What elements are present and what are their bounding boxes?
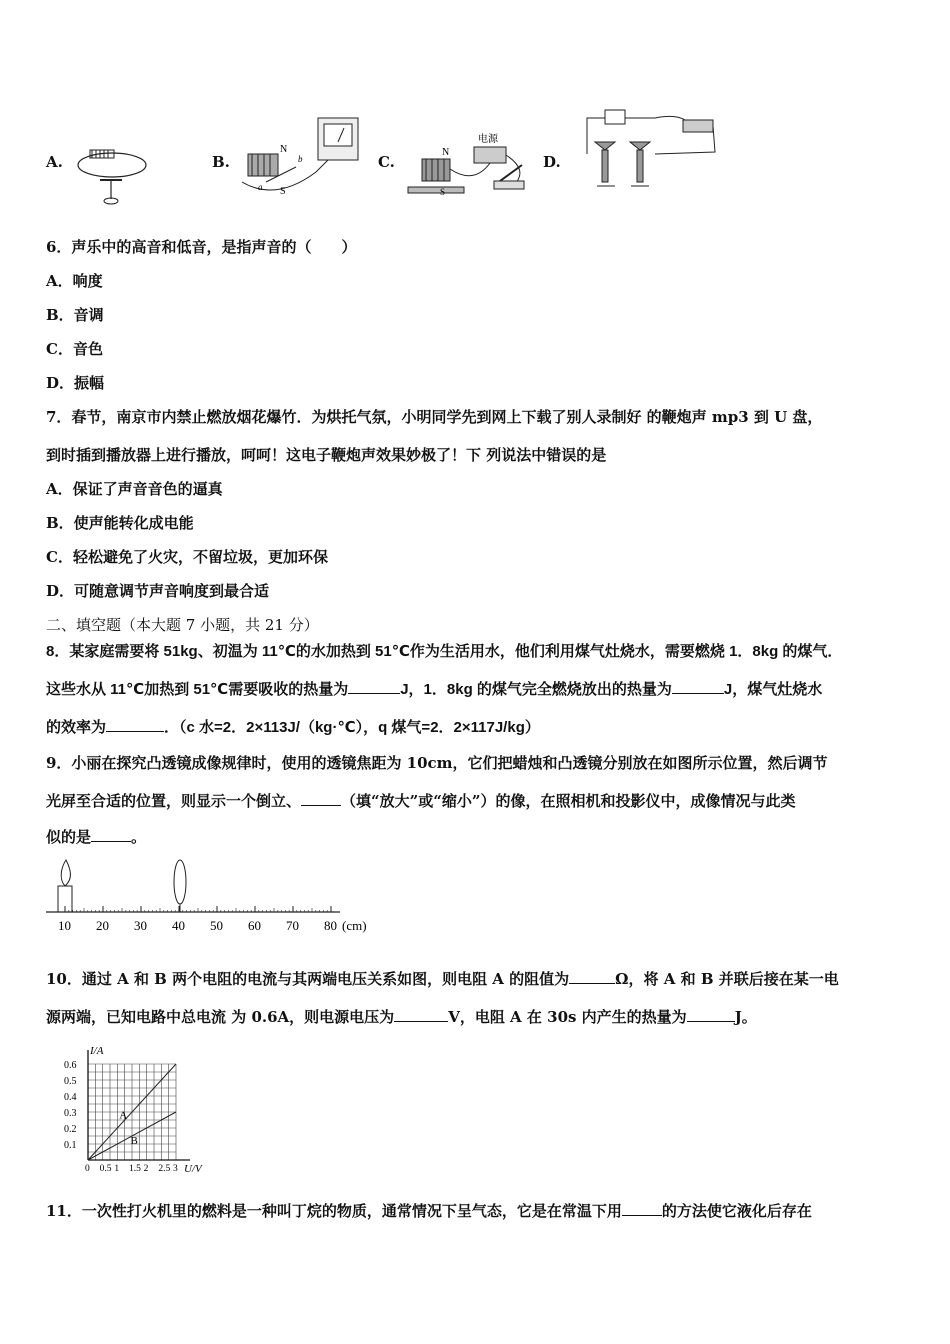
line-a-label: A <box>119 1109 128 1122</box>
fig-b-label-a: a <box>258 182 263 192</box>
ruler-tick-label: 10 <box>58 918 71 933</box>
q8-line3-part1: 的效率为 <box>46 719 107 736</box>
q10-line1-part1: 10．通过 A 和 B 两个电阻的电流与其两端电压关系如图，则电阻 A 的阻值为 <box>46 970 570 988</box>
y-tick-label: 0.4 <box>64 1092 77 1103</box>
x-tick-label: 0.5 <box>99 1164 112 1174</box>
q9-line2-part1: 光屏至合适的位置，则显示一个倒立、 <box>46 792 302 810</box>
q11-blank-method[interactable] <box>622 1201 662 1216</box>
x-tick-label: 2.5 <box>158 1164 171 1174</box>
q5-option-b-label: B. <box>212 153 230 171</box>
q6-option-c: C．音色 <box>46 340 103 358</box>
ruler-tick-label: 70 <box>286 918 299 933</box>
q9-line2-part2: （填“放大”或“缩小”）的像，在照相机和投影仪中，成像情况与此类 <box>341 792 796 810</box>
q6-option-a: A．响度 <box>46 272 103 290</box>
x-tick-label: 2 <box>143 1164 149 1174</box>
q10-blank-voltage[interactable] <box>394 1007 448 1022</box>
q8-blank-heat-absorbed[interactable] <box>348 679 400 694</box>
q8-line3 <box>46 716 540 737</box>
q9-line1: 9．小丽在探究凸透镜成像规律时，使用的透镜焦距为 10cm，它们把蜡烛和凸透镜分别放在如图所示位置，然后调节 <box>46 754 828 772</box>
ruler-tick-label: 40 <box>172 918 185 933</box>
y-axis-label: I/A <box>90 1045 104 1057</box>
fig-c-label-s: S <box>440 187 446 197</box>
y-tick-label: 0.1 <box>64 1140 77 1151</box>
ruler-unit: (cm) <box>342 918 367 933</box>
x-tick-label: 1.5 <box>129 1164 141 1174</box>
q8-line2-part2: J，1．8kg 的煤气完全燃烧放出的热量为 <box>400 681 672 698</box>
q8-line1: 8．某家庭需要将 51kg、初温为 11℃的水加热到 51℃作为生活用水，他们利用煤气灶烧水，需要燃烧 1．8kg 的煤气． <box>46 643 843 660</box>
fig-b-label-b: b <box>298 154 303 164</box>
q8-line2 <box>46 678 822 699</box>
q6-option-b: B．音调 <box>46 306 104 324</box>
fig-c-label-n: N <box>442 147 450 158</box>
q9-blank-device[interactable] <box>91 827 131 842</box>
q5-figure-c <box>404 125 539 200</box>
ruler-tick-label: 80 <box>324 918 337 933</box>
q11-line1-part2: 的方法使它液化后存在 <box>661 1202 812 1220</box>
y-tick-label: 0.5 <box>64 1076 77 1087</box>
q5-option-d-label: D. <box>543 153 561 171</box>
q8-line2-part1: 这些水从 11℃加热到 51℃需要吸收的热量为 <box>46 681 349 698</box>
q9-optical-bench-figure <box>40 856 400 936</box>
fig-b-label-n: N <box>280 144 288 155</box>
q8-blank-heat-released[interactable] <box>672 679 724 694</box>
q10-line2 <box>46 1006 757 1027</box>
q5-option-a-label: A. <box>46 153 63 171</box>
q9-line3-part1: 似的是 <box>46 828 92 846</box>
q9-line3-part2: 。 <box>131 828 147 846</box>
q7-option-b: B．使声能转化成电能 <box>46 514 194 532</box>
x-tick-label: 3 <box>173 1164 178 1174</box>
ruler-tick-label: 50 <box>210 918 223 933</box>
q8-blank-efficiency[interactable] <box>106 717 164 732</box>
convex-lens <box>174 860 186 904</box>
q7-option-c: C．轻松避免了火灾，不留垃圾，更加环保 <box>46 548 328 566</box>
line-b-label: B <box>130 1135 138 1147</box>
candle-flame <box>61 860 70 886</box>
ruler-tick-label: 20 <box>96 918 109 933</box>
q7-stem-line1: 7．春节，南京市内禁止燃放烟花爆竹．为烘托气氛，小明同学先到网上下载了别人录制好 的鞭炮声 mp3 到 U 盘， <box>46 408 823 426</box>
q11-line1-part1: 11．一次性打火机里的燃料是一种叫丁烷的物质，通常情况下呈气态，它是在常温下用 <box>46 1202 622 1220</box>
fig-c-label-source: 电源 <box>478 134 498 145</box>
q10-line1 <box>46 968 839 989</box>
section-2-heading: 二、填空题（本大题 7 小题，共 21 分） <box>46 616 319 634</box>
y-tick-label: 0.6 <box>64 1060 77 1071</box>
q8-line3-part2: ．（c 水=2．2×113J/（kg·℃），q 煤气=2．2×117J/kg） <box>164 719 540 736</box>
y-tick-label: 0.2 <box>64 1124 77 1135</box>
q7-option-a: A．保证了声音音色的逼真 <box>46 480 223 498</box>
q10-blank-resistance[interactable] <box>569 969 615 984</box>
q10-blank-heat[interactable] <box>687 1007 735 1022</box>
q5-figure-d <box>575 104 725 196</box>
ruler-tick-label: 60 <box>248 918 261 933</box>
q9-line2 <box>46 790 796 811</box>
q9-blank-image-size[interactable] <box>301 791 341 806</box>
q10-line1-part2: Ω，将 A 和 B 并联后接在某一电 <box>615 970 839 988</box>
x-axis-label: U/V <box>184 1163 202 1175</box>
q8-line2-part3: J，煤气灶烧水 <box>723 681 823 698</box>
q10-line2-part2: V，电阻 A 在 30s 内产生的热量为 <box>448 1008 687 1026</box>
q7-option-d: D．可随意调节声音响度到最合适 <box>46 582 270 600</box>
q11-line1 <box>46 1200 812 1221</box>
q9-line3 <box>46 826 146 847</box>
ruler-tick-label: 30 <box>134 918 147 933</box>
y-tick-label: 0.3 <box>64 1108 77 1119</box>
q5-figure-b <box>236 112 366 202</box>
q5-option-c-label: C. <box>378 153 395 171</box>
x-tick-label: 0 <box>85 1164 90 1174</box>
q10-line2-part3: J。 <box>734 1008 757 1026</box>
q5-figure-a <box>70 135 160 210</box>
x-tick-label: 1 <box>114 1164 120 1174</box>
fig-b-label-s: S <box>280 186 286 197</box>
q7-stem-line2: 到时插到播放器上进行播放，呵呵！这电子鞭炮声效果妙极了！下 列说法中错误的是 <box>46 446 607 464</box>
q6-stem: 6．声乐中的高音和低音，是指声音的（ ） <box>46 238 357 256</box>
q10-iv-graph <box>58 1040 218 1180</box>
q6-option-d: D．振幅 <box>46 374 105 392</box>
q10-line2-part1: 源两端，已知电路中总电流 为 0.6A，则电源电压为 <box>46 1008 395 1026</box>
